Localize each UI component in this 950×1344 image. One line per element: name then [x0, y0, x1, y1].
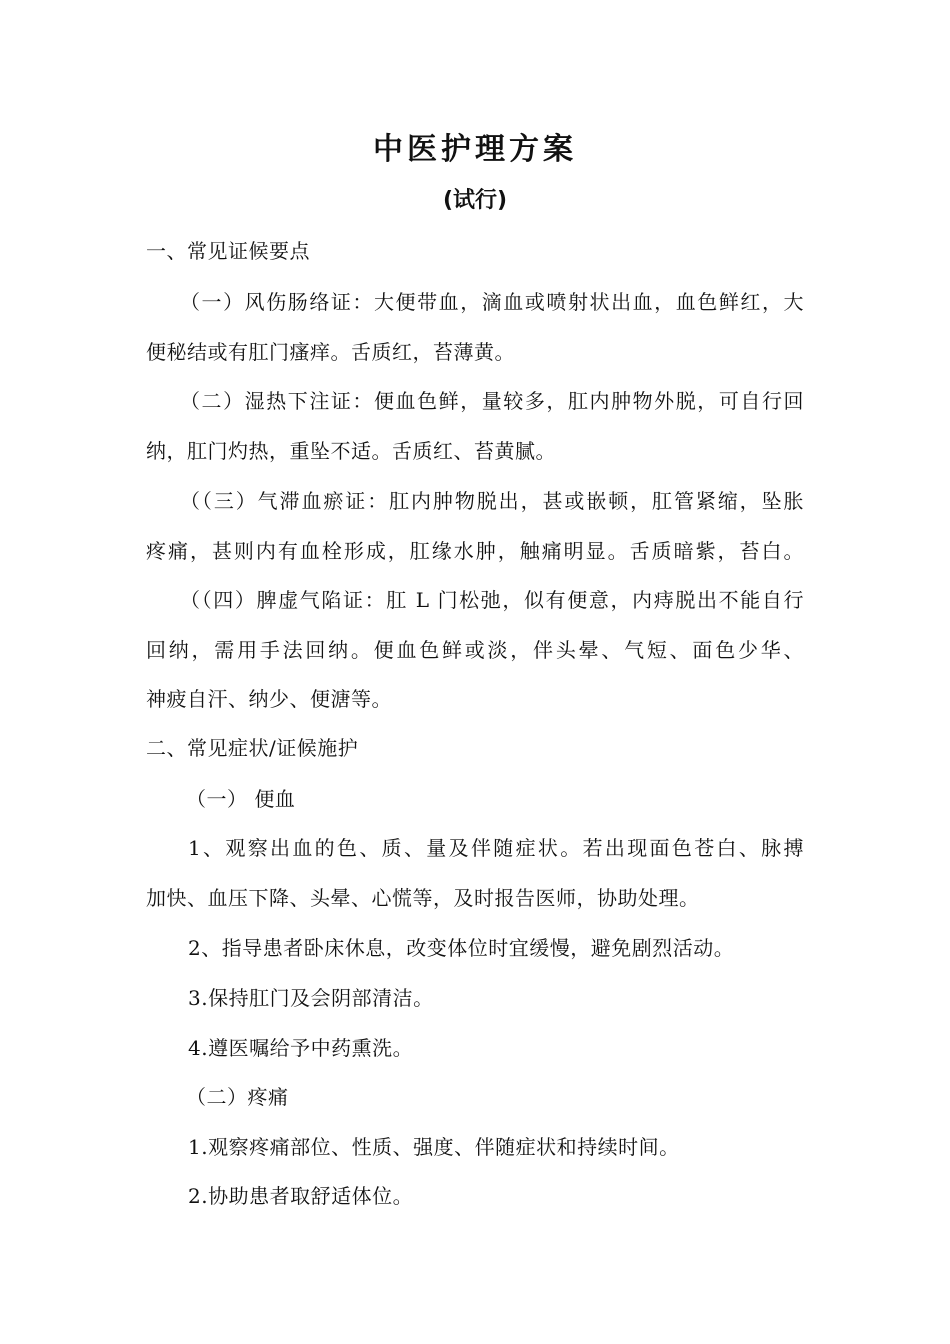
paragraph-line: 神疲自汗、纳少、便溏等。: [146, 687, 392, 711]
section-heading-nursing: 二、常见症状/证候施护: [146, 736, 359, 760]
paragraph-line: 便秘结或有肛门瘙痒。舌质红，苔薄黄。: [146, 340, 515, 364]
paragraph-line: 3.保持肛门及会阴部清洁。: [188, 986, 434, 1010]
section-heading-syndromes: 一、常见证候要点: [146, 239, 310, 263]
paragraph-line: 疼痛，甚则内有血栓形成，肛缘水肿，触痛明显。舌质暗紫，苔白。: [146, 539, 804, 563]
paragraph-line: （二）湿热下注证：便血色鲜，量较多，肛内肿物外脱，可自行回: [180, 389, 804, 413]
document-title: 中医护理方案: [373, 132, 577, 167]
subsection-heading-pain: （二）疼痛: [186, 1085, 289, 1109]
paragraph-line: （（三）气滞血瘀证：肛内肿物脱出，甚或嵌顿，肛管紧缩，坠胀: [180, 489, 804, 513]
paragraph-line: 2、指导患者卧床休息，改变体位时宜缓慢，避免剧烈活动。: [188, 936, 735, 960]
paragraph-line: 回纳，需用手法回纳。便血色鲜或淡，伴头晕、气短、面色少华、: [146, 638, 804, 662]
paragraph-line: 1.观察疼痛部位、性质、强度、伴随症状和持续时间。: [188, 1135, 680, 1159]
subsection-heading-bleeding: （一） 便血: [186, 787, 296, 811]
paragraph-line: 1、观察出血的色、质、量及伴随症状。若出现面色苍白、脉搏: [188, 836, 804, 860]
paragraph-line: （（四）脾虚气陷证：肛 L 门松弛，似有便意，内痔脱出不能自行: [180, 588, 804, 612]
paragraph-line: 加快、血压下降、头晕、心慌等，及时报告医师，协助处理。: [146, 886, 700, 910]
paragraph-line: 2.协助患者取舒适体位。: [188, 1184, 414, 1208]
document-subtitle: (试行): [442, 188, 508, 213]
paragraph-line: （一）风伤肠络证：大便带血，滴血或喷射状出血，血色鲜红，大: [180, 290, 804, 314]
paragraph-line: 纳，肛门灼热，重坠不适。舌质红、苔黄腻。: [146, 439, 556, 463]
paragraph-line: 4.遵医嘱给予中药熏洗。: [188, 1036, 414, 1060]
